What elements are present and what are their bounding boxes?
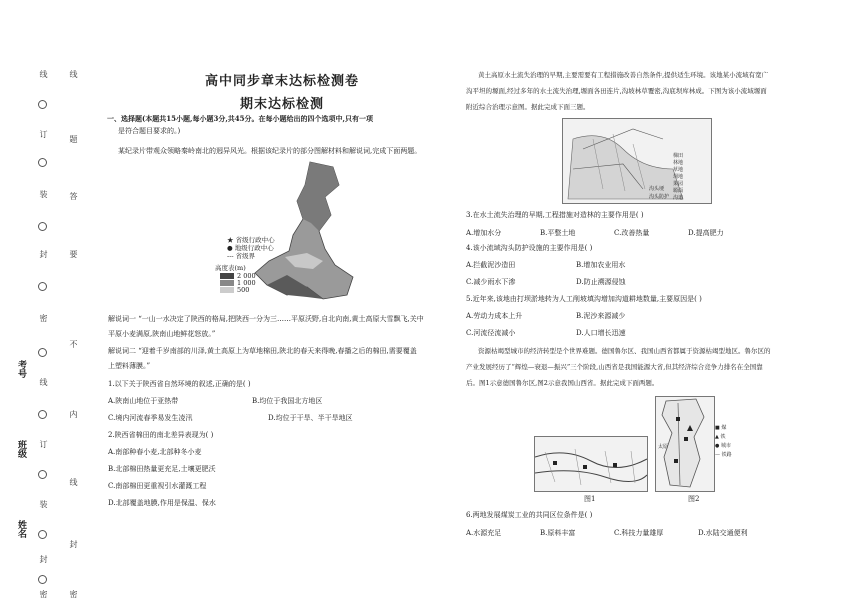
binding-inner-4: 要 bbox=[69, 250, 78, 258]
legend-iron: ▲ 铁 bbox=[715, 434, 726, 440]
q6-option-b[interactable]: B.原料丰富 bbox=[540, 529, 576, 537]
elevation-title: 高度表(m) bbox=[215, 264, 246, 272]
explain1-line2: 平原小麦满原,陕南山地鲜花怒放。” bbox=[108, 330, 216, 338]
section-heading-line2: 是符合题目要求的。) bbox=[118, 127, 181, 135]
binding-text-outer-9: 封 bbox=[39, 555, 48, 563]
q2-stem: 2.陕西省棉田的南北差异表现为( ) bbox=[108, 431, 214, 439]
elevation-swatch-1 bbox=[220, 273, 234, 279]
binding-inner-1: 线 bbox=[69, 70, 78, 78]
ruhr-map-figure bbox=[534, 436, 648, 492]
line-icon: — bbox=[715, 452, 722, 458]
explain2-line1: 解说词二 “迎着千岁南部的川泽,黄土高原上为草地棉田,陕北的春天来得晚,春播之后的棉田,需要覆盖 bbox=[108, 347, 417, 355]
legend-item: 林地 bbox=[673, 160, 684, 166]
binding-circle bbox=[38, 575, 47, 584]
square-icon: ■ bbox=[715, 425, 722, 431]
binding-text-outer-2: 订 bbox=[39, 130, 48, 138]
legend-item: 草地 bbox=[673, 167, 684, 173]
q1-option-d[interactable]: D.均位于干旱、半干旱地区 bbox=[268, 414, 353, 422]
label-class: 班级 bbox=[16, 440, 26, 458]
binding-circle bbox=[38, 530, 47, 539]
legend-city: ● 城市 bbox=[715, 443, 731, 449]
q2-option-d[interactable]: D.北部覆盖地膜,作用是保温、保水 bbox=[108, 499, 216, 507]
binding-text-outer-4: 封 bbox=[39, 250, 48, 258]
shaanxi-map bbox=[215, 157, 365, 307]
binding-circle bbox=[38, 282, 47, 291]
q6-option-c[interactable]: C.科技力量雄厚 bbox=[614, 529, 664, 537]
watershed-diagram bbox=[562, 118, 712, 204]
binding-inner-5: 不 bbox=[69, 340, 78, 348]
dot-icon: ● bbox=[715, 443, 721, 449]
map-legend-city: ● 地级行政中心 bbox=[227, 244, 274, 252]
binding-inner-8: 封 bbox=[69, 540, 78, 548]
label-exam-number: 考号 bbox=[16, 360, 26, 378]
binding-text-outer-10: 密 bbox=[39, 590, 48, 598]
q6-stem: 6.两地发展煤炭工业的共同区位条件是( ) bbox=[466, 511, 593, 519]
elevation-label-2: 1 000 bbox=[237, 279, 256, 287]
intro-text: 某纪录片带观众领略秦岭南北的迥异风光。根据该纪录片的部分图解材料和解说词,完成下面两题。 bbox=[118, 147, 422, 155]
binding-inner-3: 答 bbox=[69, 192, 78, 200]
page-title: 高中同步章末达标检测卷 bbox=[205, 74, 360, 89]
q4-stem: 4.该小流域沟头防护设施的主要作用是( ) bbox=[466, 244, 593, 252]
q3-option-c[interactable]: C.改善热量 bbox=[614, 229, 650, 237]
shanxi-map-figure bbox=[655, 396, 715, 492]
q1-option-c[interactable]: C.境内河流春季易发生凌汛 bbox=[108, 414, 193, 422]
q3-option-b[interactable]: B.平整土地 bbox=[540, 229, 576, 237]
section-heading: 一、选择题(本题共15小题,每小题3分,共45分。在每小题给出的四个选项中,只有一项 bbox=[107, 114, 373, 123]
binding-circle bbox=[38, 100, 47, 109]
q5-option-d[interactable]: D.人口增长迅速 bbox=[576, 329, 626, 337]
binding-inner-6: 内 bbox=[69, 410, 78, 418]
binding-circle bbox=[38, 470, 47, 479]
binding-inner-7: 线 bbox=[69, 478, 78, 486]
binding-text-outer-6: 线 bbox=[39, 378, 48, 386]
binding-text-outer-5: 密 bbox=[39, 314, 48, 322]
star-icon: ★ bbox=[227, 236, 236, 244]
q5-option-c[interactable]: C.河流径流减小 bbox=[466, 329, 516, 337]
city-label: 太原 bbox=[658, 444, 669, 450]
figure2-caption: 图2 bbox=[688, 495, 700, 503]
q1-stem: 1.以下关于陕西省自然环境的叙述,正确的是( ) bbox=[108, 380, 251, 388]
diagram-legend bbox=[673, 153, 683, 202]
binding-text-outer-3: 装 bbox=[39, 190, 48, 198]
figure2-legend bbox=[715, 424, 732, 460]
dash-icon: --- bbox=[227, 252, 236, 260]
q3-option-d[interactable]: D.提高肥力 bbox=[688, 229, 724, 237]
binding-inner-2: 题 bbox=[69, 135, 78, 143]
figure1-caption: 图1 bbox=[584, 495, 596, 503]
binding-text-outer-1: 线 bbox=[39, 70, 48, 78]
q2-option-b[interactable]: B.北部棉田热量更充足,土壤更肥沃 bbox=[108, 465, 216, 473]
diagram-label-1: 沟头埂 bbox=[649, 186, 665, 192]
label-name: 姓名 bbox=[16, 520, 26, 538]
q1-option-b[interactable]: B.均位于我国北方地区 bbox=[252, 397, 323, 405]
binding-circle bbox=[38, 410, 47, 419]
mid-intro-line3: 后。图1示意德国鲁尔区,图2示意我国山西省。据此完成下面两题。 bbox=[466, 379, 659, 387]
right-intro-line3: 附近综合治理示意图。据此完成下面三题。 bbox=[466, 103, 590, 111]
legend-item: 坝地 bbox=[673, 174, 684, 180]
q1-option-a[interactable]: A.陕南山地位于亚热带 bbox=[108, 397, 179, 405]
q4-option-b[interactable]: B.增加农业用水 bbox=[576, 261, 626, 269]
legend-railway: — 铁路 bbox=[715, 452, 732, 458]
binding-inner-9: 密 bbox=[69, 590, 78, 598]
map-legend-border: --- 省级界 bbox=[227, 252, 256, 260]
dot-icon: ● bbox=[227, 244, 235, 252]
mid-intro-line2: 产业发展经历了“辉煌—衰退—振兴”三个阶段,山西省是我国能源大省,但其经济综合竞争力排名在全国靠 bbox=[466, 363, 763, 371]
legend-item: 梯田 bbox=[673, 153, 684, 159]
q4-option-a[interactable]: A.拦截泥沙造田 bbox=[466, 261, 516, 269]
elevation-label-3: 500 bbox=[237, 286, 250, 294]
q2-option-a[interactable]: A.南部种春小麦,北部种冬小麦 bbox=[108, 448, 202, 456]
binding-circle bbox=[38, 348, 47, 357]
binding-circle bbox=[38, 158, 47, 167]
right-intro-line1: 黄土高原水土流失治理的早期,主要需要有工程措施改善自然条件,提供适生环境。该地某小流域有宽广 bbox=[478, 71, 769, 79]
right-intro-line2: 沟平坦的塬面,经过多年的水土流失治理,塬面各田连片,沟坡林草覆密,沟底坝库林成。下图为该小流域塬面 bbox=[466, 87, 767, 95]
q3-stem: 3.在水土流失治理的早期,工程措施对造林的主要作用是( ) bbox=[466, 211, 644, 219]
triangle-icon: ▲ bbox=[715, 434, 721, 440]
binding-text-outer-7: 订 bbox=[39, 440, 48, 448]
mid-intro-line1: 资源枯竭型城市的经济转型是个世界难题。德国鲁尔区、我国山西省都属于资源枯竭型地区。鲁尔区的 bbox=[478, 347, 771, 355]
explain2-line2: 上塑料薄膜。” bbox=[108, 362, 151, 370]
legend-coal: ■ 煤 bbox=[715, 425, 727, 431]
q5-option-a[interactable]: A.劳动力成本上升 bbox=[466, 312, 523, 320]
q3-option-a[interactable]: A.增加水分 bbox=[466, 229, 502, 237]
map-legend-province: ★ 省级行政中心 bbox=[227, 236, 275, 244]
q6-option-a[interactable]: A.水源充足 bbox=[466, 529, 502, 537]
explain1-line1: 解说词一 “一山一水决定了陕西的格局,把陕西一分为三……平原沃野,自北向南,黄土高原大雪飘飞,关中 bbox=[108, 315, 424, 323]
q2-option-c[interactable]: C.南部棉田更重视引水灌溉工程 bbox=[108, 482, 207, 490]
q6-option-d[interactable]: D.水陆交通便利 bbox=[698, 529, 748, 537]
diagram-label-2: 沟头防护 bbox=[649, 194, 670, 200]
q5-option-b[interactable]: B.泥沙来源减少 bbox=[576, 312, 626, 320]
binding-text-outer-8: 装 bbox=[39, 500, 48, 508]
elevation-label-1: 2 000 bbox=[237, 272, 256, 280]
elevation-swatch-3 bbox=[220, 287, 234, 293]
q4-option-d[interactable]: D.防止溯源侵蚀 bbox=[576, 278, 626, 286]
q5-stem: 5.近年来,该地由打坝淤地转为人工削坡填沟增加沟道耕地数量,主要原因是( ) bbox=[466, 295, 702, 303]
legend-item: 果园 bbox=[673, 181, 684, 187]
legend-item: 沟道 bbox=[673, 195, 684, 201]
elevation-swatch-2 bbox=[220, 280, 234, 286]
page-subtitle: 期末达标检测 bbox=[240, 97, 325, 112]
legend-item: 塬面 bbox=[673, 188, 684, 194]
q4-option-c[interactable]: C.减少雨水下渗 bbox=[466, 278, 516, 286]
binding-circle bbox=[38, 222, 47, 231]
